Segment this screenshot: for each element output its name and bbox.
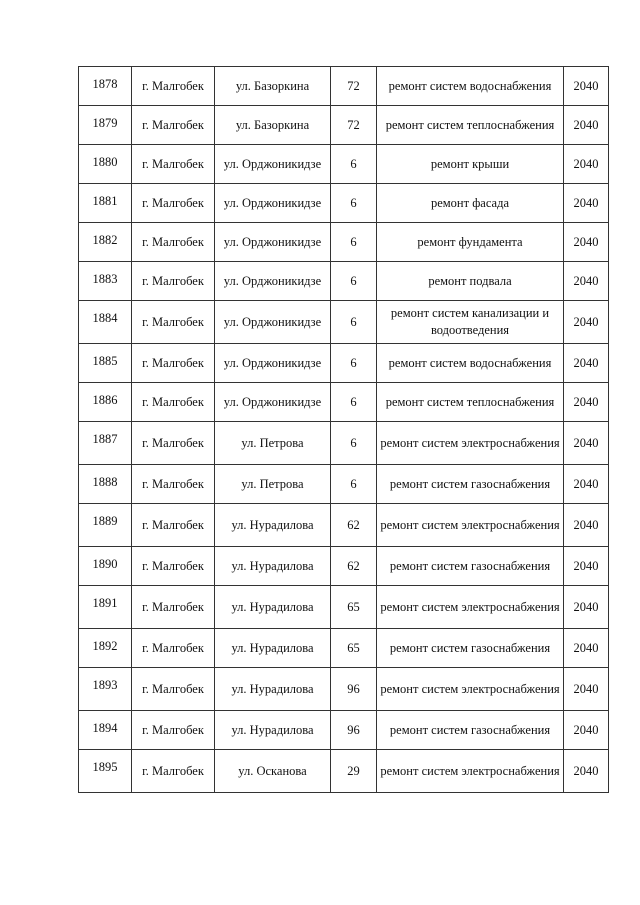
street-cell: ул. Орджоникидзе — [215, 344, 331, 383]
table-row — [79, 668, 609, 711]
year-cell: 2040 — [564, 301, 609, 344]
work-type-cell: ремонт систем водоснабжения — [377, 344, 564, 383]
row-number: 1894 — [79, 711, 132, 750]
table-row — [79, 383, 609, 422]
city-cell: г. Малгобек — [132, 504, 215, 547]
street-cell: ул. Орджоникидзе — [215, 301, 331, 344]
year-cell: 2040 — [564, 67, 609, 106]
year-cell: 2040 — [564, 465, 609, 504]
house-number-cell: 72 — [331, 106, 377, 145]
street-cell: ул. Базоркина — [215, 106, 331, 145]
street-cell: ул. Нурадилова — [215, 711, 331, 750]
street-cell: ул. Петрова — [215, 465, 331, 504]
row-number: 1881 — [79, 184, 132, 223]
table-row — [79, 711, 609, 750]
city-cell: г. Малгобек — [132, 750, 215, 793]
city-cell: г. Малгобек — [132, 106, 215, 145]
row-number: 1887 — [79, 422, 132, 465]
city-cell: г. Малгобек — [132, 262, 215, 301]
row-number: 1882 — [79, 223, 132, 262]
city-cell: г. Малгобек — [132, 301, 215, 344]
house-number-cell: 6 — [331, 383, 377, 422]
city-cell: г. Малгобек — [132, 465, 215, 504]
year-cell: 2040 — [564, 184, 609, 223]
street-cell: ул. Орджоникидзе — [215, 145, 331, 184]
street-cell: ул. Нурадилова — [215, 668, 331, 711]
house-number-cell: 6 — [331, 223, 377, 262]
table-row — [79, 344, 609, 383]
work-type-cell: ремонт систем канализации и водоотведения — [377, 301, 564, 344]
house-number-cell: 6 — [331, 465, 377, 504]
street-cell: ул. Осканова — [215, 750, 331, 793]
year-cell: 2040 — [564, 750, 609, 793]
work-type-cell: ремонт систем газоснабжения — [377, 465, 564, 504]
year-cell: 2040 — [564, 547, 609, 586]
street-cell: ул. Орджоникидзе — [215, 383, 331, 422]
street-cell: ул. Нурадилова — [215, 586, 331, 629]
row-number: 1885 — [79, 344, 132, 383]
year-cell: 2040 — [564, 383, 609, 422]
city-cell: г. Малгобек — [132, 67, 215, 106]
work-type-cell: ремонт систем электроснабжения — [377, 422, 564, 465]
year-cell: 2040 — [564, 711, 609, 750]
table-row — [79, 750, 609, 793]
city-cell: г. Малгобек — [132, 223, 215, 262]
street-cell: ул. Нурадилова — [215, 547, 331, 586]
row-number: 1880 — [79, 145, 132, 184]
row-number: 1883 — [79, 262, 132, 301]
house-number-cell: 6 — [331, 184, 377, 223]
street-cell: ул. Нурадилова — [215, 629, 331, 668]
house-number-cell: 62 — [331, 504, 377, 547]
row-number: 1879 — [79, 106, 132, 145]
work-type-cell: ремонт систем электроснабжения — [377, 750, 564, 793]
house-number-cell: 72 — [331, 67, 377, 106]
house-number-cell: 6 — [331, 422, 377, 465]
year-cell: 2040 — [564, 668, 609, 711]
street-cell: ул. Нурадилова — [215, 504, 331, 547]
row-number: 1886 — [79, 383, 132, 422]
row-number: 1892 — [79, 629, 132, 668]
house-number-cell: 65 — [331, 629, 377, 668]
work-type-cell: ремонт систем теплоснабжения — [377, 106, 564, 145]
year-cell: 2040 — [564, 223, 609, 262]
house-number-cell: 65 — [331, 586, 377, 629]
year-cell: 2040 — [564, 504, 609, 547]
year-cell: 2040 — [564, 422, 609, 465]
city-cell: г. Малгобек — [132, 629, 215, 668]
table-row — [79, 504, 609, 547]
city-cell: г. Малгобек — [132, 383, 215, 422]
house-number-cell: 6 — [331, 344, 377, 383]
city-cell: г. Малгобек — [132, 145, 215, 184]
table-row — [79, 223, 609, 262]
row-number: 1890 — [79, 547, 132, 586]
work-type-cell: ремонт систем газоснабжения — [377, 711, 564, 750]
city-cell: г. Малгобек — [132, 668, 215, 711]
table-row — [79, 301, 609, 344]
street-cell: ул. Орджоникидзе — [215, 262, 331, 301]
city-cell: г. Малгобек — [132, 344, 215, 383]
city-cell: г. Малгобек — [132, 184, 215, 223]
year-cell: 2040 — [564, 586, 609, 629]
row-number: 1893 — [79, 668, 132, 711]
table-row — [79, 629, 609, 668]
work-type-cell: ремонт систем газоснабжения — [377, 629, 564, 668]
table-row — [79, 106, 609, 145]
street-cell: ул. Петрова — [215, 422, 331, 465]
work-type-cell: ремонт систем электроснабжения — [377, 504, 564, 547]
year-cell: 2040 — [564, 145, 609, 184]
city-cell: г. Малгобек — [132, 547, 215, 586]
work-type-cell: ремонт подвала — [377, 262, 564, 301]
table-row — [79, 145, 609, 184]
work-type-cell: ремонт систем теплоснабжения — [377, 383, 564, 422]
house-number-cell: 29 — [331, 750, 377, 793]
house-number-cell: 96 — [331, 711, 377, 750]
work-type-cell: ремонт систем водоснабжения — [377, 67, 564, 106]
street-cell: ул. Орджоникидзе — [215, 223, 331, 262]
table-row — [79, 547, 609, 586]
year-cell: 2040 — [564, 106, 609, 145]
table-row — [79, 184, 609, 223]
table-row — [79, 586, 609, 629]
work-type-cell: ремонт фундамента — [377, 223, 564, 262]
house-number-cell: 96 — [331, 668, 377, 711]
year-cell: 2040 — [564, 262, 609, 301]
house-number-cell: 6 — [331, 145, 377, 184]
table-row — [79, 465, 609, 504]
street-cell: ул. Орджоникидзе — [215, 184, 331, 223]
year-cell: 2040 — [564, 344, 609, 383]
house-number-cell: 6 — [331, 262, 377, 301]
row-number: 1878 — [79, 67, 132, 106]
street-cell: ул. Базоркина — [215, 67, 331, 106]
house-number-cell: 6 — [331, 301, 377, 344]
work-type-cell: ремонт фасада — [377, 184, 564, 223]
table-body — [79, 67, 609, 793]
work-type-cell: ремонт систем электроснабжения — [377, 668, 564, 711]
city-cell: г. Малгобек — [132, 422, 215, 465]
work-type-cell: ремонт систем электроснабжения — [377, 586, 564, 629]
table-row — [79, 422, 609, 465]
row-number: 1884 — [79, 301, 132, 344]
row-number: 1895 — [79, 750, 132, 793]
city-cell: г. Малгобек — [132, 711, 215, 750]
house-number-cell: 62 — [331, 547, 377, 586]
row-number: 1888 — [79, 465, 132, 504]
work-type-cell: ремонт систем газоснабжения — [377, 547, 564, 586]
row-number: 1889 — [79, 504, 132, 547]
city-cell: г. Малгобек — [132, 586, 215, 629]
table-row — [79, 67, 609, 106]
year-cell: 2040 — [564, 629, 609, 668]
repair-works-table — [78, 66, 609, 793]
table-row — [79, 262, 609, 301]
row-number: 1891 — [79, 586, 132, 629]
work-type-cell: ремонт крыши — [377, 145, 564, 184]
